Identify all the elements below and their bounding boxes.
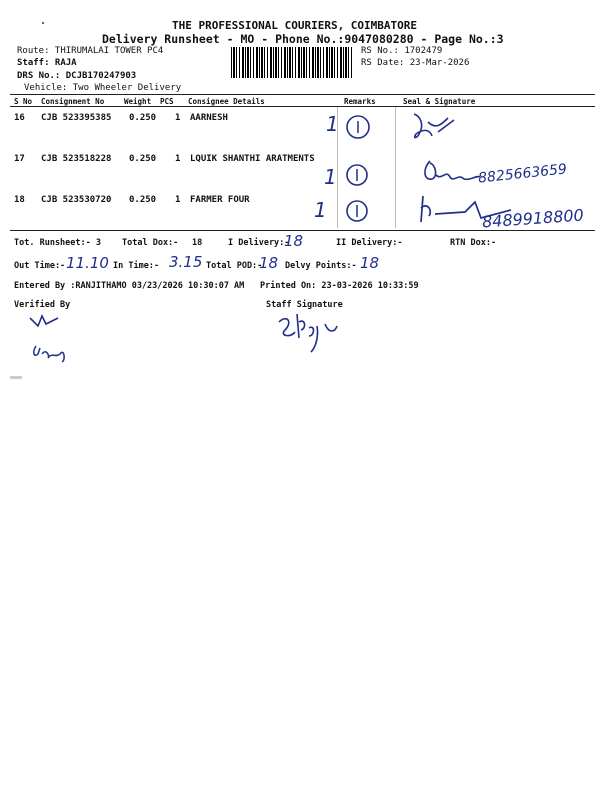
col-seal-signature: Seal & Signature [403, 97, 476, 106]
runsheet-subtitle: Delivery Runsheet - MO - Phone No.:9047080280 - Page No.:3 [102, 32, 504, 46]
scan-speck [10, 376, 22, 379]
staff-label: Staff: RAJA [17, 58, 77, 68]
verified-by-label: Verified By [14, 300, 71, 310]
col-sno: S No [14, 97, 33, 106]
row-remark-handwritten: 1 [326, 112, 339, 136]
ii-delivery-label: II Delivery:- [336, 238, 403, 248]
signature-mark [408, 110, 458, 150]
barcode [231, 47, 353, 78]
vehicle-label: Vehicle: Two Wheeler Delivery [24, 83, 182, 93]
delvy-points-handwritten: 18 [360, 254, 380, 272]
col-weight: Weight [124, 97, 152, 106]
rtn-dox-label: RTN Dox:- [450, 238, 497, 248]
row-pcs: 1 [175, 195, 181, 205]
row-pcs: 1 [175, 154, 181, 164]
signature-phone-text: 8825663659 [477, 161, 568, 187]
verified-signature [28, 308, 88, 368]
col-consignment: Consignment No [41, 97, 105, 106]
in-time-handwritten: 3.15 [169, 253, 203, 271]
col-remarks: Remarks [344, 97, 376, 106]
row-remark-handwritten: 1 [314, 198, 327, 222]
out-time-handwritten: 11.10 [66, 254, 109, 272]
row-weight: 0.250 [129, 154, 157, 164]
row-consignment: CJB 523518228 [41, 154, 112, 164]
remark-circle-icon [345, 163, 371, 187]
total-pod-handwritten: 18 [259, 254, 279, 272]
total-dox-label: Total Dox:- [122, 238, 179, 248]
row-sno: 18 [14, 195, 25, 205]
row-weight: 0.250 [129, 195, 157, 205]
delvy-points-label: Delvy Points:- [285, 261, 357, 271]
col-pcs: PCS [160, 97, 174, 106]
printed-on: Printed On: 23-03-2026 10:33:59 [260, 281, 419, 291]
entered-by: Entered By :RANJITHAMO 03/23/2026 10:30:07 AM [14, 281, 245, 291]
remark-circle-icon [345, 199, 371, 223]
remark-circle-icon [345, 114, 371, 140]
i-delivery-handwritten: 18 [284, 232, 304, 250]
row-sno: 16 [14, 113, 25, 123]
row-consignment: CJB 523395385 [41, 113, 112, 123]
row-sno: 17 [14, 154, 25, 164]
row-consignee: LQUIK SHANTHI ARATMENTS [190, 154, 315, 164]
row-consignee: AARNESH [190, 113, 228, 123]
row-weight: 0.250 [129, 113, 157, 123]
rs-date: RS Date: 23-Mar-2026 [361, 58, 470, 68]
signature-mark [420, 155, 482, 189]
signature-phone-text: 8489918800 [481, 205, 585, 232]
col-consignee: Consignee Details [188, 97, 265, 106]
i-delivery-label: I Delivery:- [228, 238, 290, 248]
staff-signature-label: Staff Signature [266, 300, 343, 310]
row-consignee: FARMER FOUR [190, 195, 250, 205]
company-title: THE PROFESSIONAL COURIERS, COIMBATORE [172, 19, 418, 32]
drs-number: DRS No.: DCJB170247903 [17, 71, 137, 81]
route-label: Route: THIRUMALAI TOWER PC4 [17, 46, 164, 56]
total-dox-value: 18 [192, 238, 203, 248]
tot-runsheet: Tot. Runsheet:- 3 [14, 238, 101, 248]
rs-number: RS No.: 1702479 [361, 46, 443, 56]
row-remark-handwritten: 1 [324, 165, 337, 189]
in-time-label: In Time:- [113, 261, 160, 271]
total-pod-label: Total POD:- [206, 261, 263, 271]
staff-signature-mark [275, 308, 345, 358]
row-consignment: CJB 523530720 [41, 195, 112, 205]
row-pcs: 1 [175, 113, 181, 123]
out-time-label: Out Time:- [14, 261, 66, 271]
scan-speck [42, 22, 44, 24]
